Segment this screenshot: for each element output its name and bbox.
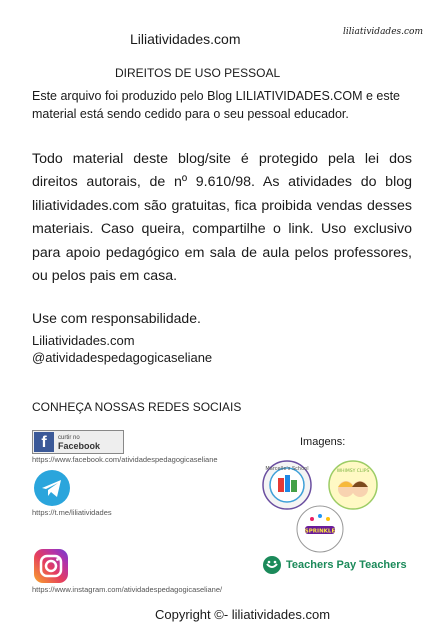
telegram-icon[interactable] [34,470,70,506]
images-label: Imagens: [300,436,346,448]
tpt-icon [262,555,282,575]
signature-handle: @atividadespedagogicaseliane [32,350,213,365]
facebook-badge-small: curtir no [58,435,80,441]
notice-paragraph: Este arquivo foi produzido pelo Blog LILIATIVIDADES.COM e este material está sendo cedido para o seu pessoal educador. [32,89,401,121]
marcelle-school-logo [262,460,312,510]
telegram-link[interactable]: https://t.me/liliatividades [32,508,112,517]
facebook-badge-label: Facebook [58,441,101,451]
sprinkle-logo-text: SPRINKLE [304,528,336,535]
corner-watermark: liliatividades.com [342,27,423,37]
whimsy-clips-logo [328,460,378,510]
marcelle-logo-text: Marcelle's School [265,466,309,472]
instagram-icon[interactable] [34,549,68,583]
section-title: DIREITOS DE USO PESSOAL [115,66,281,80]
site-title: Liliatividades.com [130,31,241,47]
tpt-label: Teachers Pay Teachers [286,559,407,571]
social-heading: CONHEÇA NOSSAS REDES SOCIAIS [32,400,242,414]
instagram-link[interactable]: https://www.instagram.com/atividadespedagogicaseliane/ [32,585,223,594]
sprinkle-logo [296,505,344,553]
facebook-icon: f [34,432,54,452]
copyright-paragraph: Todo material deste blog/site é protegido pela lei dos direitos autorais, de nº 9.610/98. As atividades do blog liliatividades.com são gratuitas, fica proibida vendas desses materiais. Caso queira, compartilhe o link. Uso exclusivo para apoio pedagógico em sala de aula pelos professores, ou pelos pais em casa. [32,151,412,285]
whimsy-logo-text: WHIMSY CLIPS [336,469,370,474]
signature-site: Liliatividades.com [32,333,135,348]
tpt-logo [262,555,407,575]
facebook-like-badge[interactable] [32,430,124,454]
facebook-link[interactable]: https://www.facebook.com/atividadespedagogicaseliane [32,455,218,464]
responsibility-line: Use com responsabilidade. [32,310,201,326]
copyright-footer: Copyright ©- liliatividades.com [155,607,331,622]
